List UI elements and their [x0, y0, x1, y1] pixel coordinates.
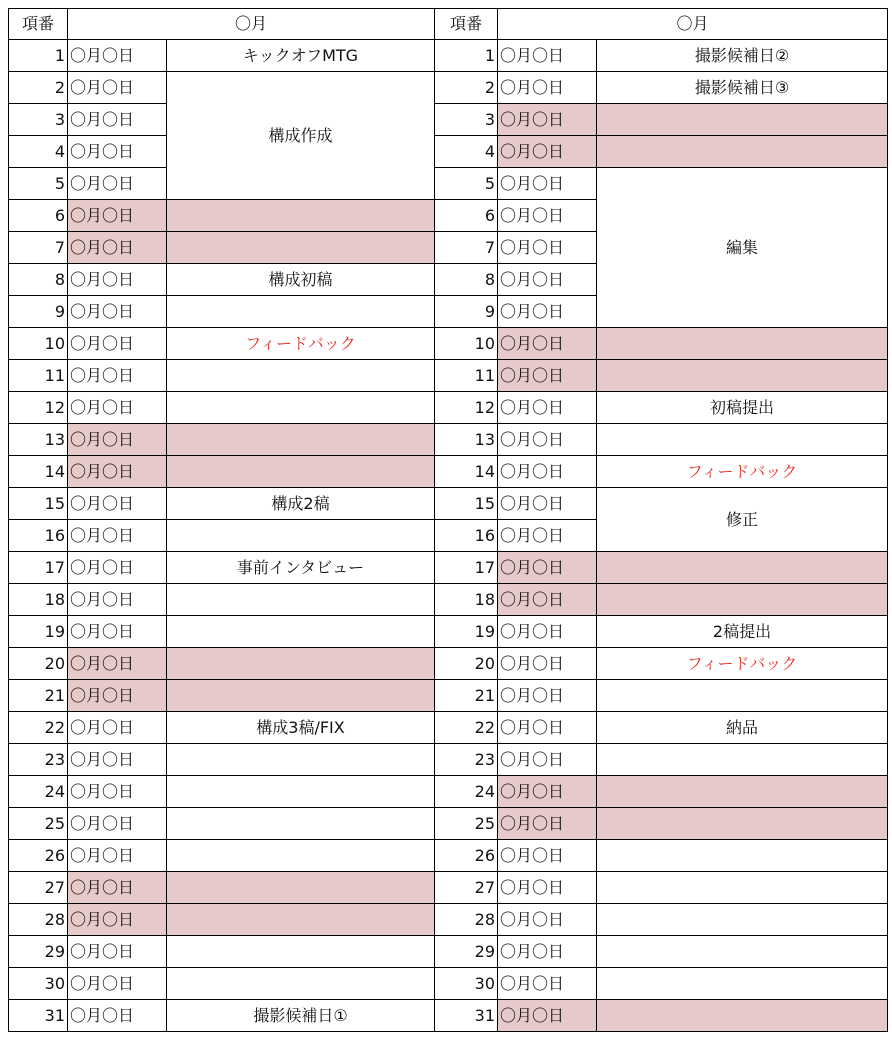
- right-row-date: 〇月〇日: [497, 231, 597, 264]
- left-row-number: 17: [8, 551, 68, 584]
- left-row-date: 〇月〇日: [67, 263, 167, 296]
- left-row-date: 〇月〇日: [67, 231, 167, 264]
- left-event-cell: [166, 679, 435, 712]
- left-row-number: 14: [8, 455, 68, 488]
- right-event-cell: [596, 583, 888, 616]
- right-event-cell: 2稿提出: [596, 615, 888, 648]
- left-row-number: 18: [8, 583, 68, 616]
- left-row-number: 7: [8, 231, 68, 264]
- right-row-number: 9: [434, 295, 498, 328]
- left-row-number: 11: [8, 359, 68, 392]
- left-event-cell: [166, 359, 435, 392]
- left-row-date: 〇月〇日: [67, 551, 167, 584]
- left-row-number: 25: [8, 807, 68, 840]
- left-row-number: 23: [8, 743, 68, 776]
- left-row-date: 〇月〇日: [67, 391, 167, 424]
- left-row-date: 〇月〇日: [67, 967, 167, 1000]
- right-row-number: 6: [434, 199, 498, 232]
- left-row-number: 15: [8, 487, 68, 520]
- right-row-number: 1: [434, 39, 498, 72]
- right-event-cell: [596, 327, 888, 360]
- left-header-month: 〇月: [67, 8, 435, 40]
- left-row-date: 〇月〇日: [67, 871, 167, 904]
- right-row-date: 〇月〇日: [497, 167, 597, 200]
- left-event-cell: [166, 935, 435, 968]
- left-row-number: 6: [8, 199, 68, 232]
- right-row-date: 〇月〇日: [497, 423, 597, 456]
- left-row-number: 21: [8, 679, 68, 712]
- right-row-date: 〇月〇日: [497, 71, 597, 104]
- right-row-date: 〇月〇日: [497, 807, 597, 840]
- right-row-date: 〇月〇日: [497, 903, 597, 936]
- right-row-date: 〇月〇日: [497, 615, 597, 648]
- right-row-number: 2: [434, 71, 498, 104]
- schedule-table: [8, 8, 888, 1034]
- left-event-cell: [166, 807, 435, 840]
- left-event-cell: [166, 775, 435, 808]
- right-row-number: 25: [434, 807, 498, 840]
- left-event-cell: [166, 871, 435, 904]
- left-event-cell: [166, 583, 435, 616]
- right-row-number: 18: [434, 583, 498, 616]
- left-row-date: 〇月〇日: [67, 839, 167, 872]
- right-row-number: 24: [434, 775, 498, 808]
- right-row-number: 11: [434, 359, 498, 392]
- right-event-cell: [596, 935, 888, 968]
- right-event-cell: [596, 871, 888, 904]
- right-event-cell: [596, 967, 888, 1000]
- right-event-cell: [596, 775, 888, 808]
- left-row-date: 〇月〇日: [67, 679, 167, 712]
- left-event-cell: [166, 423, 435, 456]
- left-row-number: 2: [8, 71, 68, 104]
- left-event-cell: [166, 903, 435, 936]
- right-event-cell: [596, 103, 888, 136]
- left-row-date: 〇月〇日: [67, 135, 167, 168]
- right-event-cell: 撮影候補日③: [596, 71, 888, 104]
- left-row-date: 〇月〇日: [67, 903, 167, 936]
- left-row-number: 3: [8, 103, 68, 136]
- left-row-date: 〇月〇日: [67, 327, 167, 360]
- right-row-date: 〇月〇日: [497, 103, 597, 136]
- left-row-number: 4: [8, 135, 68, 168]
- left-event-cell: 構成3稿/FIX: [166, 711, 435, 744]
- right-row-date: 〇月〇日: [497, 711, 597, 744]
- left-row-date: 〇月〇日: [67, 615, 167, 648]
- left-row-date: 〇月〇日: [67, 807, 167, 840]
- right-row-date: 〇月〇日: [497, 391, 597, 424]
- left-row-date: 〇月〇日: [67, 39, 167, 72]
- left-event-cell: 構成初稿: [166, 263, 435, 296]
- left-row-number: 28: [8, 903, 68, 936]
- left-event-cell: [166, 231, 435, 264]
- left-feedback-cell: フィードバック: [166, 327, 435, 360]
- left-row-number: 26: [8, 839, 68, 872]
- right-event-cell: 初稿提出: [596, 391, 888, 424]
- left-row-number: 10: [8, 327, 68, 360]
- right-row-number: 31: [434, 999, 498, 1032]
- left-row-number: 22: [8, 711, 68, 744]
- right-event-cell: [596, 359, 888, 392]
- left-event-cell: [166, 455, 435, 488]
- right-row-number: 13: [434, 423, 498, 456]
- right-row-number: 7: [434, 231, 498, 264]
- left-row-date: 〇月〇日: [67, 455, 167, 488]
- right-row-number: 12: [434, 391, 498, 424]
- right-row-date: 〇月〇日: [497, 551, 597, 584]
- right-row-date: 〇月〇日: [497, 743, 597, 776]
- right-row-number: 28: [434, 903, 498, 936]
- left-event-cell: 構成2稿: [166, 487, 435, 520]
- right-event-cell: [596, 903, 888, 936]
- right-header-month: 〇月: [497, 8, 888, 40]
- left-event-cell: 構成作成: [166, 71, 435, 200]
- right-event-cell: 修正: [596, 487, 888, 552]
- left-header-number: 項番: [8, 8, 68, 40]
- right-row-date: 〇月〇日: [497, 999, 597, 1032]
- left-row-date: 〇月〇日: [67, 167, 167, 200]
- right-row-date: 〇月〇日: [497, 135, 597, 168]
- left-row-number: 29: [8, 935, 68, 968]
- left-row-date: 〇月〇日: [67, 295, 167, 328]
- right-event-cell: [596, 999, 888, 1032]
- right-row-date: 〇月〇日: [497, 519, 597, 552]
- right-row-date: 〇月〇日: [497, 583, 597, 616]
- left-row-number: 12: [8, 391, 68, 424]
- right-event-cell: 納品: [596, 711, 888, 744]
- right-row-number: 29: [434, 935, 498, 968]
- left-row-number: 5: [8, 167, 68, 200]
- right-row-number: 15: [434, 487, 498, 520]
- right-row-number: 10: [434, 327, 498, 360]
- right-event-cell: 撮影候補日②: [596, 39, 888, 72]
- left-event-cell: 事前インタビュー: [166, 551, 435, 584]
- right-event-cell: 編集: [596, 167, 888, 328]
- left-row-number: 9: [8, 295, 68, 328]
- right-row-number: 16: [434, 519, 498, 552]
- left-row-date: 〇月〇日: [67, 71, 167, 104]
- left-event-cell: [166, 615, 435, 648]
- left-event-cell: 撮影候補日①: [166, 999, 435, 1032]
- right-event-cell: [596, 423, 888, 456]
- right-row-date: 〇月〇日: [497, 967, 597, 1000]
- left-row-number: 31: [8, 999, 68, 1032]
- left-row-date: 〇月〇日: [67, 711, 167, 744]
- left-row-number: 16: [8, 519, 68, 552]
- right-row-date: 〇月〇日: [497, 871, 597, 904]
- right-row-date: 〇月〇日: [497, 295, 597, 328]
- left-event-cell: [166, 519, 435, 552]
- left-event-cell: [166, 295, 435, 328]
- left-event-cell: [166, 647, 435, 680]
- right-row-number: 26: [434, 839, 498, 872]
- left-event-cell: [166, 199, 435, 232]
- left-row-date: 〇月〇日: [67, 487, 167, 520]
- right-row-date: 〇月〇日: [497, 359, 597, 392]
- right-event-cell: [596, 135, 888, 168]
- right-event-cell: [596, 807, 888, 840]
- right-event-cell: [596, 743, 888, 776]
- left-row-number: 8: [8, 263, 68, 296]
- left-row-date: 〇月〇日: [67, 583, 167, 616]
- right-row-number: 22: [434, 711, 498, 744]
- left-row-number: 24: [8, 775, 68, 808]
- left-event-cell: [166, 391, 435, 424]
- right-row-number: 20: [434, 647, 498, 680]
- right-row-number: 21: [434, 679, 498, 712]
- right-row-number: 19: [434, 615, 498, 648]
- right-header-number: 項番: [434, 8, 498, 40]
- left-row-date: 〇月〇日: [67, 935, 167, 968]
- right-row-date: 〇月〇日: [497, 327, 597, 360]
- left-row-number: 1: [8, 39, 68, 72]
- right-event-cell: [596, 551, 888, 584]
- right-row-number: 14: [434, 455, 498, 488]
- left-row-date: 〇月〇日: [67, 199, 167, 232]
- right-row-date: 〇月〇日: [497, 935, 597, 968]
- left-row-date: 〇月〇日: [67, 359, 167, 392]
- left-row-date: 〇月〇日: [67, 647, 167, 680]
- right-row-number: 8: [434, 263, 498, 296]
- right-row-date: 〇月〇日: [497, 39, 597, 72]
- right-row-date: 〇月〇日: [497, 647, 597, 680]
- right-row-number: 30: [434, 967, 498, 1000]
- left-row-date: 〇月〇日: [67, 999, 167, 1032]
- right-feedback-cell: フィードバック: [596, 647, 888, 680]
- left-event-cell: [166, 743, 435, 776]
- left-row-number: 20: [8, 647, 68, 680]
- right-feedback-cell: フィードバック: [596, 455, 888, 488]
- left-row-date: 〇月〇日: [67, 519, 167, 552]
- right-row-date: 〇月〇日: [497, 455, 597, 488]
- left-row-number: 30: [8, 967, 68, 1000]
- right-event-cell: [596, 679, 888, 712]
- right-row-date: 〇月〇日: [497, 775, 597, 808]
- left-row-number: 27: [8, 871, 68, 904]
- right-row-number: 5: [434, 167, 498, 200]
- right-row-date: 〇月〇日: [497, 263, 597, 296]
- right-row-date: 〇月〇日: [497, 679, 597, 712]
- left-row-date: 〇月〇日: [67, 423, 167, 456]
- left-event-cell: [166, 967, 435, 1000]
- right-row-number: 17: [434, 551, 498, 584]
- left-row-date: 〇月〇日: [67, 103, 167, 136]
- right-row-date: 〇月〇日: [497, 199, 597, 232]
- left-row-number: 19: [8, 615, 68, 648]
- right-row-number: 4: [434, 135, 498, 168]
- right-event-cell: [596, 839, 888, 872]
- right-row-number: 23: [434, 743, 498, 776]
- left-row-date: 〇月〇日: [67, 775, 167, 808]
- right-row-date: 〇月〇日: [497, 487, 597, 520]
- right-row-number: 27: [434, 871, 498, 904]
- right-row-number: 3: [434, 103, 498, 136]
- left-row-date: 〇月〇日: [67, 743, 167, 776]
- left-event-cell: キックオフMTG: [166, 39, 435, 72]
- left-row-number: 13: [8, 423, 68, 456]
- right-row-date: 〇月〇日: [497, 839, 597, 872]
- left-event-cell: [166, 839, 435, 872]
